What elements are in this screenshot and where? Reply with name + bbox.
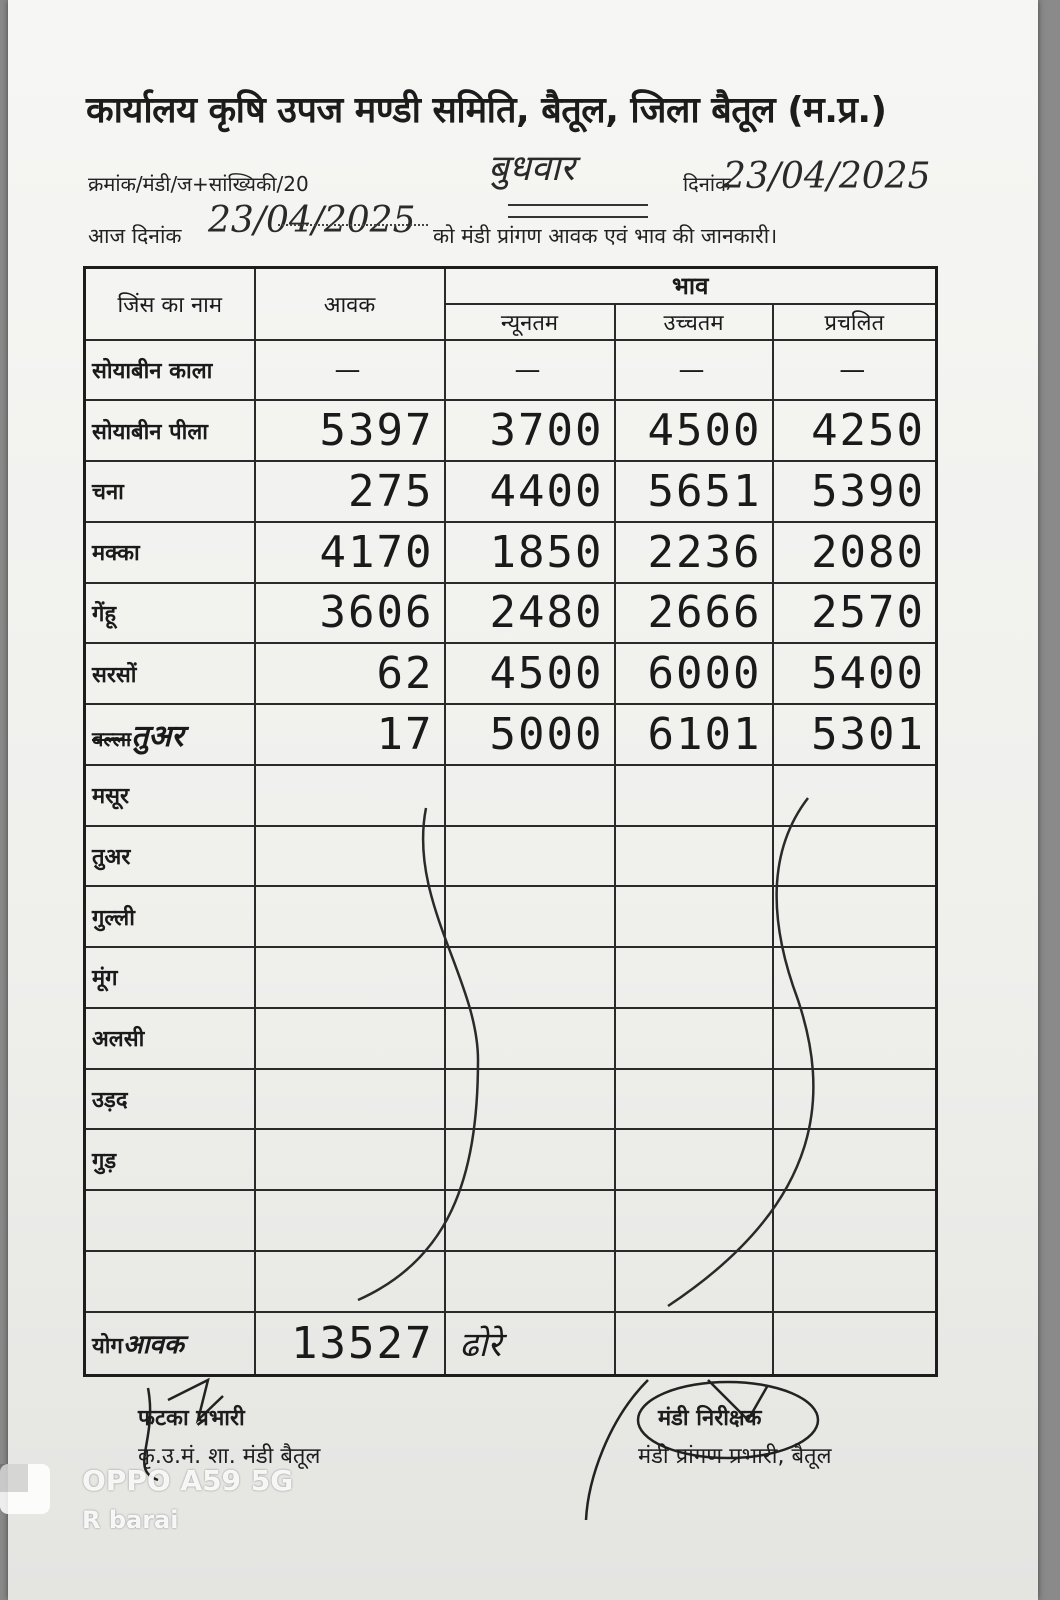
cell-modal: 5400 <box>773 643 937 704</box>
total-note: ढोरे <box>445 1312 615 1376</box>
handwritten-date: 23/04/2025 <box>723 156 931 197</box>
cell-modal <box>773 886 937 947</box>
handwritten-today-date: 23/04/2025 <box>208 200 416 241</box>
left-signature-title: फटका प्रभारी <box>138 1406 245 1431</box>
table-row <box>85 886 937 947</box>
cell-arrival: 5397 <box>255 400 445 461</box>
cell-arrival <box>255 1251 445 1312</box>
cell-max <box>615 1069 773 1130</box>
commodity-name: सरसों <box>85 643 255 704</box>
cell-arrival: — <box>255 340 445 401</box>
cell-modal <box>773 765 937 826</box>
table-row <box>85 522 937 583</box>
cell-min <box>445 1129 615 1190</box>
cell-max <box>615 765 773 826</box>
cell-modal: 2080 <box>773 522 937 583</box>
right-signature-subtitle: मंडी प्रांगण प्रभारी, बैतूल <box>638 1444 832 1469</box>
cell-modal <box>773 1190 937 1251</box>
commodity-name: उड़द <box>85 1069 255 1130</box>
cell-max: 4500 <box>615 400 773 461</box>
cell-arrival: 62 <box>255 643 445 704</box>
commodity-name: सोयाबीन काला <box>85 340 255 401</box>
commodity-name: गुल्ली <box>85 886 255 947</box>
camera-watermark <box>0 1462 360 1572</box>
header-modal: प्रचलित <box>773 304 937 340</box>
right-signature-title: मंडी निरीक्षक <box>658 1406 762 1431</box>
handwritten-day: बुधवार <box>488 148 575 189</box>
table-row <box>85 583 937 644</box>
cell-min <box>445 1008 615 1069</box>
commodity-name <box>85 704 255 765</box>
cell-min: 1850 <box>445 522 615 583</box>
cell-arrival <box>255 1129 445 1190</box>
today-suffix: को मंडी प्रांगण आवक एवं भाव की जानकारी। <box>433 224 778 248</box>
date-dotted-line <box>278 224 428 226</box>
document-sheet <box>8 0 1038 1600</box>
left-signature-subtitle: कृ.उ.मं. शा. मंडी बैतूल <box>138 1444 321 1469</box>
cell-arrival: 17 <box>255 704 445 765</box>
cell-modal <box>773 1069 937 1130</box>
cell-modal <box>773 1251 937 1312</box>
cell-max: 6101 <box>615 704 773 765</box>
total-row <box>85 1312 937 1376</box>
cell-min <box>445 1190 615 1251</box>
cell-arrival <box>255 826 445 887</box>
cell-max: 2236 <box>615 522 773 583</box>
header-rate-group: भाव <box>445 268 937 304</box>
cell-arrival: 3606 <box>255 583 445 644</box>
commodity-name: गुड़ <box>85 1129 255 1190</box>
cell-min <box>445 886 615 947</box>
commodity-name: अलसी <box>85 1008 255 1069</box>
commodity-name: चना <box>85 461 255 522</box>
cell-modal: — <box>773 340 937 401</box>
camera-brand-icon <box>0 1464 50 1514</box>
cell-min <box>445 765 615 826</box>
cell-modal: 4250 <box>773 400 937 461</box>
table-row <box>85 826 937 887</box>
commodity-name <box>85 1251 255 1312</box>
day-underline <box>508 204 648 218</box>
commodity-name: मक्का <box>85 522 255 583</box>
cell-min: 4500 <box>445 643 615 704</box>
rates-body <box>85 340 937 1312</box>
cell-max: 5651 <box>615 461 773 522</box>
cell-arrival <box>255 1190 445 1251</box>
cell-modal: 5390 <box>773 461 937 522</box>
commodity-name: मसूर <box>85 765 255 826</box>
header-arrival: आवक <box>255 268 445 340</box>
header-max: उच्चतम <box>615 304 773 340</box>
cell-min <box>445 1069 615 1130</box>
cell-modal <box>773 947 937 1008</box>
table-row <box>85 400 937 461</box>
cell-max: 6000 <box>615 643 773 704</box>
cell-min: 5000 <box>445 704 615 765</box>
cell-max: — <box>615 340 773 401</box>
cell-arrival <box>255 1008 445 1069</box>
rates-table <box>83 266 938 1377</box>
table-row <box>85 1008 937 1069</box>
reference-line <box>88 170 309 197</box>
cell-max <box>615 1251 773 1312</box>
table-row <box>85 1129 937 1190</box>
commodity-name <box>85 1190 255 1251</box>
cell-arrival <box>255 886 445 947</box>
cell-modal: 5301 <box>773 704 937 765</box>
cell-max <box>615 1129 773 1190</box>
table-row <box>85 643 937 704</box>
header-min: न्यूनतम <box>445 304 615 340</box>
cell-max <box>615 1190 773 1251</box>
right-signature-block <box>638 1400 832 1476</box>
commodity-name: गेंहू <box>85 583 255 644</box>
cell-max <box>615 947 773 1008</box>
cell-modal <box>773 826 937 887</box>
cell-max <box>615 1008 773 1069</box>
cell-min: 4400 <box>445 461 615 522</box>
cell-modal <box>773 1008 937 1069</box>
table-row <box>85 1251 937 1312</box>
cell-min <box>445 1251 615 1312</box>
cell-modal <box>773 1129 937 1190</box>
office-title: कार्यालय कृषि उपज मण्डी समिति, बैतूल, जिला बैतूल (म.प्र.) <box>86 90 887 131</box>
cell-arrival: 275 <box>255 461 445 522</box>
total-label-cell <box>85 1312 255 1376</box>
reference-label: क्रमांक/मंडी/ज+सांख्यिकी/20 <box>88 172 309 196</box>
commodity-name: तुअर <box>85 826 255 887</box>
total-label-handwritten: आवक <box>122 1330 184 1361</box>
table-row <box>85 947 937 1008</box>
total-empty-modal <box>773 1312 937 1376</box>
table-row <box>85 340 937 401</box>
cell-max: 2666 <box>615 583 773 644</box>
date-label: दिनांक <box>683 172 731 196</box>
cell-modal: 2570 <box>773 583 937 644</box>
table-row <box>85 461 937 522</box>
cell-arrival <box>255 947 445 1008</box>
cell-min: 2480 <box>445 583 615 644</box>
table-row <box>85 765 937 826</box>
struck-commodity-name: बल्ला <box>92 726 132 751</box>
handwritten-commodity-name: तुअर <box>131 718 184 754</box>
header-commodity: जिंस का नाम <box>85 268 255 340</box>
table-row <box>85 704 937 765</box>
cell-max <box>615 826 773 887</box>
cell-arrival <box>255 1069 445 1130</box>
cell-max <box>615 886 773 947</box>
total-empty-max <box>615 1312 773 1376</box>
cell-min: — <box>445 340 615 401</box>
commodity-name: मूंग <box>85 947 255 1008</box>
cell-min <box>445 826 615 887</box>
total-arrival: 13527 <box>255 1312 445 1376</box>
cell-min: 3700 <box>445 400 615 461</box>
watermark-device: OPPO A59 5G <box>82 1464 294 1497</box>
table-row <box>85 1069 937 1130</box>
cell-min <box>445 947 615 1008</box>
cell-arrival <box>255 765 445 826</box>
cell-arrival: 4170 <box>255 522 445 583</box>
today-label: आज दिनांक <box>88 224 182 248</box>
watermark-user: R barai <box>82 1506 179 1534</box>
today-line <box>88 222 182 250</box>
total-label: योग <box>92 1334 123 1360</box>
commodity-name: सोयाबीन पीला <box>85 400 255 461</box>
table-row <box>85 1190 937 1251</box>
